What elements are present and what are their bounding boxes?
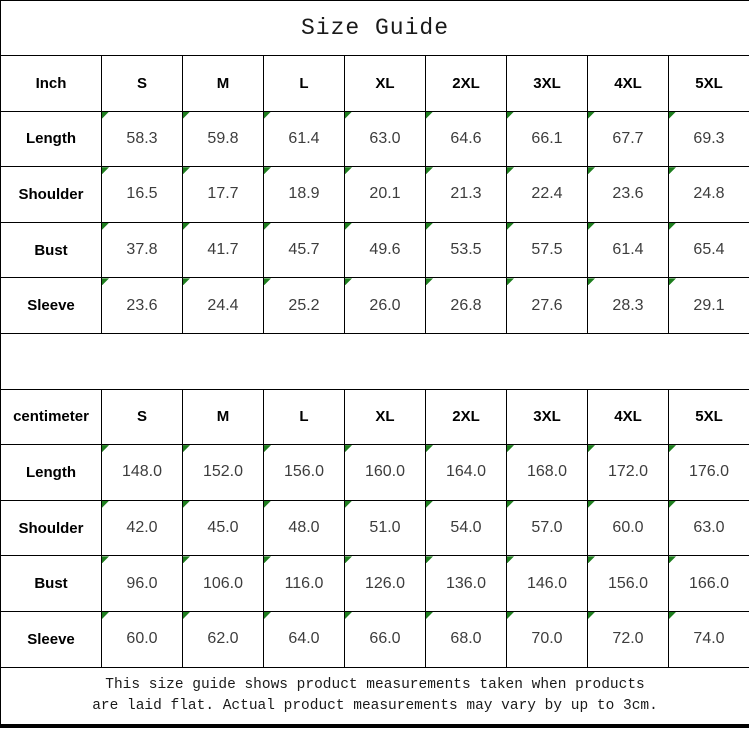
cell-corner-marker-icon	[426, 612, 433, 619]
size-header-text: S	[136, 74, 147, 92]
size-header	[588, 56, 668, 111]
cell-corner-marker-icon	[588, 223, 595, 230]
size-header-text: XL	[375, 408, 395, 426]
measurement-value	[588, 167, 668, 222]
measurement-label	[1, 112, 101, 167]
measurement-value-text: 66.0	[369, 630, 401, 648]
cell-corner-marker-icon	[507, 278, 514, 285]
measurement-value	[426, 223, 506, 278]
cell-corner-marker-icon	[588, 112, 595, 119]
measurement-value	[264, 445, 344, 500]
size-header	[669, 56, 749, 111]
measurement-value-text: 172.0	[607, 463, 649, 481]
cell-corner-marker-icon	[507, 112, 514, 119]
measurement-label-text: Shoulder	[18, 185, 84, 203]
cell-corner-marker-icon	[183, 223, 190, 230]
measurement-value	[669, 112, 749, 167]
measurement-value-text: 60.0	[126, 630, 158, 648]
page-title: Size Guide	[1, 1, 749, 55]
measurement-label-text: Length	[26, 463, 76, 481]
size-header	[507, 56, 587, 111]
measurement-value-text: 62.0	[207, 630, 239, 648]
cell-corner-marker-icon	[345, 278, 352, 285]
measurement-value-text: 156.0	[283, 463, 325, 481]
size-header	[345, 390, 425, 445]
measurement-value-text: 63.0	[693, 519, 725, 537]
size-header	[183, 390, 263, 445]
size-header-text: 4XL	[614, 74, 642, 92]
measurement-value-text: 61.4	[288, 129, 320, 147]
measurement-value-text: 74.0	[693, 630, 725, 648]
cell-corner-marker-icon	[183, 556, 190, 563]
cell-corner-marker-icon	[588, 556, 595, 563]
measurement-value-text: 20.1	[369, 185, 401, 203]
measurement-value-text: 22.4	[531, 185, 563, 203]
measurement-value-text: 66.1	[531, 129, 563, 147]
measurement-value	[264, 112, 344, 167]
cell-corner-marker-icon	[669, 612, 676, 619]
measurement-value	[102, 556, 182, 611]
measurement-label-text: Bust	[34, 575, 68, 593]
cell-corner-marker-icon	[426, 278, 433, 285]
measurement-value	[507, 612, 587, 667]
measurement-value	[426, 556, 506, 611]
size-header	[264, 390, 344, 445]
measurement-value	[588, 612, 668, 667]
size-header-text: S	[136, 408, 147, 426]
measurement-value	[183, 501, 263, 556]
measurement-value	[669, 501, 749, 556]
measurement-value-text: 116.0	[284, 574, 324, 592]
size-header-text: 3XL	[533, 74, 561, 92]
measurement-value-text: 23.6	[126, 296, 158, 314]
size-header-text: 5XL	[695, 74, 723, 92]
measurement-value-text: 156.0	[607, 574, 649, 592]
measurement-label	[1, 612, 101, 667]
measurement-value	[588, 112, 668, 167]
measurement-value-text: 61.4	[612, 241, 644, 259]
footer-note-line2: are laid flat. Actual product measurements may vary by up to 3cm.	[92, 697, 658, 714]
measurement-value-text: 160.0	[364, 463, 406, 481]
measurement-value	[507, 445, 587, 500]
measurement-value	[588, 445, 668, 500]
measurement-value-text: 21.3	[450, 185, 482, 203]
cell-corner-marker-icon	[102, 278, 109, 285]
cell-corner-marker-icon	[669, 278, 676, 285]
measurement-label	[1, 445, 101, 500]
cell-corner-marker-icon	[183, 501, 190, 508]
measurement-value	[426, 612, 506, 667]
size-header-text: 4XL	[614, 408, 642, 426]
cell-corner-marker-icon	[426, 556, 433, 563]
size-header	[426, 56, 506, 111]
measurement-value	[183, 556, 263, 611]
size-header-text: XL	[375, 74, 395, 92]
size-header-text: L	[299, 74, 309, 92]
measurement-value-text: 164.0	[445, 463, 487, 481]
cell-corner-marker-icon	[264, 612, 271, 619]
cell-corner-marker-icon	[264, 167, 271, 174]
measurement-value-text: 54.0	[450, 519, 482, 537]
cell-corner-marker-icon	[669, 501, 676, 508]
measurement-value	[102, 223, 182, 278]
measurement-value-text: 176.0	[688, 463, 730, 481]
measurement-value-text: 106.0	[202, 574, 244, 592]
measurement-value	[426, 278, 506, 333]
measurement-value	[669, 278, 749, 333]
size-header-text: 2XL	[452, 74, 480, 92]
measurement-label-text: Sleeve	[27, 630, 75, 648]
cell-corner-marker-icon	[102, 112, 109, 119]
measurement-value	[507, 223, 587, 278]
footer-note-line1: This size guide shows product measurements taken when products	[105, 676, 645, 693]
measurement-label	[1, 223, 101, 278]
measurement-label	[1, 556, 101, 611]
measurement-value-text: 67.7	[612, 129, 644, 147]
cell-corner-marker-icon	[264, 112, 271, 119]
measurement-value-text: 16.5	[126, 185, 158, 203]
cell-corner-marker-icon	[183, 612, 190, 619]
spacer-row	[1, 334, 749, 389]
measurement-value	[183, 612, 263, 667]
cell-corner-marker-icon	[264, 556, 271, 563]
measurement-value	[183, 167, 263, 222]
measurement-label	[1, 278, 101, 333]
cell-corner-marker-icon	[588, 612, 595, 619]
cell-corner-marker-icon	[507, 556, 514, 563]
cell-corner-marker-icon	[426, 501, 433, 508]
unit-label-text: centimeter	[13, 408, 89, 426]
measurement-value-text: 58.3	[126, 129, 158, 147]
size-header	[588, 390, 668, 445]
cell-corner-marker-icon	[345, 112, 352, 119]
measurement-value	[345, 501, 425, 556]
measurement-value-text: 69.3	[693, 129, 725, 147]
measurement-value	[264, 278, 344, 333]
size-header-text: 5XL	[695, 408, 723, 426]
cell-corner-marker-icon	[264, 278, 271, 285]
measurement-label-text: Sleeve	[27, 297, 75, 315]
measurement-value	[102, 612, 182, 667]
size-header-text: L	[299, 408, 309, 426]
cell-corner-marker-icon	[183, 112, 190, 119]
cell-corner-marker-icon	[426, 223, 433, 230]
measurement-value	[588, 223, 668, 278]
measurement-value	[102, 167, 182, 222]
measurement-value-text: 70.0	[531, 630, 563, 648]
size-header-text: 2XL	[452, 408, 480, 426]
measurement-value-text: 41.7	[207, 241, 239, 259]
cell-corner-marker-icon	[669, 223, 676, 230]
measurement-value	[507, 501, 587, 556]
cell-corner-marker-icon	[588, 167, 595, 174]
measurement-value	[426, 445, 506, 500]
measurement-value	[669, 167, 749, 222]
measurement-value	[507, 112, 587, 167]
size-header	[345, 56, 425, 111]
measurement-value-text: 166.0	[688, 574, 730, 592]
measurement-value-text: 68.0	[450, 630, 482, 648]
cell-corner-marker-icon	[264, 501, 271, 508]
measurement-value	[588, 501, 668, 556]
cell-corner-marker-icon	[426, 167, 433, 174]
cell-corner-marker-icon	[507, 223, 514, 230]
measurement-value-text: 24.4	[207, 296, 239, 314]
measurement-value	[669, 556, 749, 611]
unit-label	[1, 56, 101, 111]
measurement-value-text: 126.0	[364, 574, 406, 592]
measurement-value-text: 48.0	[288, 519, 320, 537]
measurement-value	[669, 445, 749, 500]
measurement-value	[183, 445, 263, 500]
measurement-label	[1, 167, 101, 222]
measurement-value-text: 45.7	[288, 241, 320, 259]
cell-corner-marker-icon	[345, 501, 352, 508]
cell-corner-marker-icon	[426, 445, 433, 452]
cell-corner-marker-icon	[588, 278, 595, 285]
cell-corner-marker-icon	[264, 445, 271, 452]
measurement-value	[507, 167, 587, 222]
cell-corner-marker-icon	[345, 556, 352, 563]
measurement-value-text: 60.0	[612, 519, 644, 537]
measurement-value	[588, 278, 668, 333]
measurement-value	[669, 223, 749, 278]
measurement-value-text: 26.0	[369, 296, 401, 314]
measurement-value-text: 64.0	[288, 630, 320, 648]
measurement-value	[183, 223, 263, 278]
measurement-label	[1, 501, 101, 556]
measurement-value	[264, 223, 344, 278]
measurement-value	[669, 612, 749, 667]
measurement-value-text: 53.5	[450, 241, 482, 259]
measurement-value-text: 57.0	[531, 519, 563, 537]
cell-corner-marker-icon	[669, 112, 676, 119]
size-header	[183, 56, 263, 111]
measurement-value	[345, 167, 425, 222]
measurement-value	[345, 112, 425, 167]
measurement-value-text: 57.5	[531, 241, 563, 259]
cell-corner-marker-icon	[588, 445, 595, 452]
measurement-value-text: 72.0	[612, 630, 644, 648]
measurement-value	[345, 556, 425, 611]
size-header-text: M	[216, 408, 230, 426]
measurement-value	[264, 501, 344, 556]
footer-note	[1, 668, 749, 724]
measurement-value-text: 64.6	[450, 129, 482, 147]
cell-corner-marker-icon	[507, 445, 514, 452]
measurement-value-text: 29.1	[693, 296, 725, 314]
measurement-value-text: 63.0	[369, 129, 401, 147]
cell-corner-marker-icon	[345, 167, 352, 174]
measurement-value-text: 152.0	[202, 463, 244, 481]
measurement-value	[264, 167, 344, 222]
measurement-value	[426, 501, 506, 556]
measurement-value	[426, 112, 506, 167]
cell-corner-marker-icon	[507, 612, 514, 619]
cell-corner-marker-icon	[102, 556, 109, 563]
measurement-value	[183, 278, 263, 333]
measurement-value-text: 45.0	[207, 519, 239, 537]
measurement-value-text: 65.4	[693, 241, 725, 259]
cell-corner-marker-icon	[669, 167, 676, 174]
measurement-value-text: 24.8	[693, 185, 725, 203]
measurement-value	[345, 278, 425, 333]
measurement-value	[183, 112, 263, 167]
measurement-value-text: 18.9	[288, 185, 320, 203]
size-header-text: 3XL	[533, 408, 561, 426]
measurement-value	[507, 278, 587, 333]
measurement-value-text: 17.7	[207, 185, 239, 203]
measurement-value-text: 25.2	[288, 296, 320, 314]
cell-corner-marker-icon	[102, 612, 109, 619]
measurement-value-text: 59.8	[207, 129, 239, 147]
measurement-label-text: Bust	[34, 241, 68, 259]
measurement-value-text: 26.8	[450, 296, 482, 314]
cell-corner-marker-icon	[102, 223, 109, 230]
measurement-value	[102, 278, 182, 333]
size-header	[507, 390, 587, 445]
measurement-value	[426, 167, 506, 222]
size-header	[102, 56, 182, 111]
unit-label	[1, 390, 101, 445]
measurement-value	[102, 112, 182, 167]
size-header	[669, 390, 749, 445]
cell-corner-marker-icon	[669, 556, 676, 563]
measurement-value-text: 51.0	[369, 519, 401, 537]
cell-corner-marker-icon	[345, 612, 352, 619]
measurement-value	[102, 445, 182, 500]
cell-corner-marker-icon	[507, 167, 514, 174]
measurement-value-text: 146.0	[526, 574, 568, 592]
measurement-label-text: Shoulder	[18, 519, 84, 537]
size-header	[264, 56, 344, 111]
cell-corner-marker-icon	[507, 501, 514, 508]
size-header	[102, 390, 182, 445]
cell-corner-marker-icon	[264, 223, 271, 230]
cell-corner-marker-icon	[345, 223, 352, 230]
measurement-value	[345, 223, 425, 278]
measurement-value	[345, 445, 425, 500]
cell-corner-marker-icon	[102, 501, 109, 508]
measurement-value-text: 96.0	[126, 574, 158, 592]
cell-corner-marker-icon	[183, 445, 190, 452]
measurement-value	[102, 501, 182, 556]
measurement-value-text: 168.0	[526, 463, 568, 481]
measurement-value-text: 27.6	[531, 296, 563, 314]
cell-corner-marker-icon	[102, 167, 109, 174]
measurement-value-text: 42.0	[126, 519, 158, 537]
measurement-value-text: 37.8	[126, 241, 158, 259]
measurement-value-text: 28.3	[612, 296, 644, 314]
size-header-text: M	[216, 74, 230, 92]
cell-corner-marker-icon	[102, 445, 109, 452]
measurement-value-text: 23.6	[612, 185, 644, 203]
measurement-label-text: Length	[26, 130, 76, 148]
measurement-value	[264, 612, 344, 667]
cell-corner-marker-icon	[669, 445, 676, 452]
cell-corner-marker-icon	[183, 167, 190, 174]
size-header	[426, 390, 506, 445]
cell-corner-marker-icon	[588, 501, 595, 508]
measurement-value-text: 136.0	[445, 574, 487, 592]
measurement-value	[507, 556, 587, 611]
measurement-value	[345, 612, 425, 667]
measurement-value	[264, 556, 344, 611]
cell-corner-marker-icon	[183, 278, 190, 285]
unit-label-text: Inch	[35, 74, 67, 92]
cell-corner-marker-icon	[426, 112, 433, 119]
measurement-value-text: 148.0	[121, 463, 163, 481]
measurement-value	[588, 556, 668, 611]
cell-corner-marker-icon	[345, 445, 352, 452]
measurement-value-text: 49.6	[369, 241, 401, 259]
